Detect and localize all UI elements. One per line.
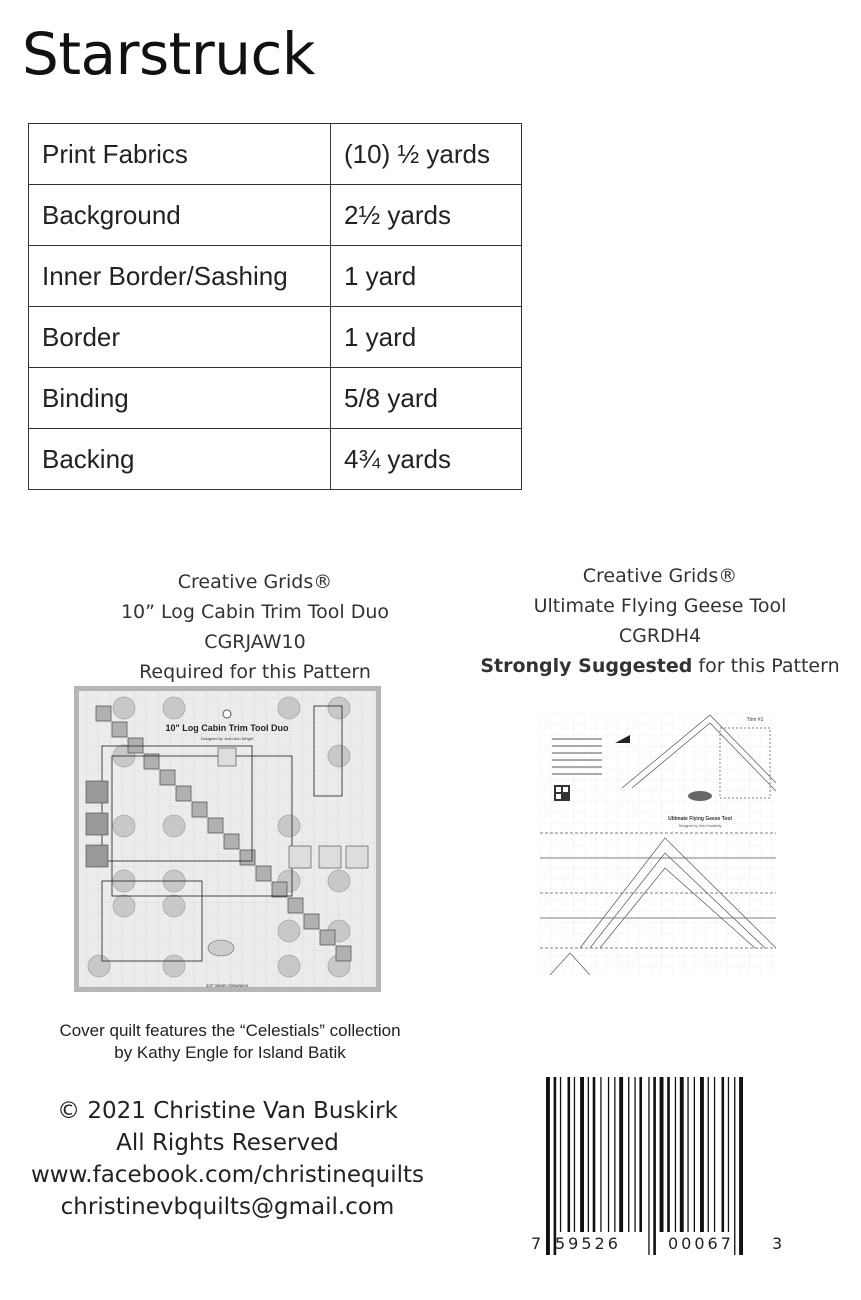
cover-note-line-2: by Kathy Engle for Island Batik bbox=[114, 1043, 346, 1062]
tool-1-sku: CGRJAW10 bbox=[204, 631, 306, 653]
ruler-stair-square bbox=[256, 866, 271, 881]
table-row bbox=[29, 307, 522, 368]
barcode-bar bbox=[687, 1077, 688, 1232]
ruler-circle bbox=[328, 697, 350, 719]
barcode-bar bbox=[728, 1077, 729, 1232]
barcode-bar bbox=[574, 1077, 575, 1232]
fabric-amount: 2½ yards bbox=[331, 185, 522, 246]
ruler-circle bbox=[278, 697, 300, 719]
table-row bbox=[29, 429, 522, 490]
barcode-digits-2: 59526 bbox=[555, 1234, 621, 1253]
fabric-item: Binding bbox=[29, 368, 331, 429]
pattern-title: Starstruck bbox=[22, 20, 315, 88]
log-cabin-ruler-seam: 1/4" Seam Allowance bbox=[205, 983, 249, 988]
fabric-requirements-table bbox=[28, 123, 522, 490]
barcode-bar bbox=[739, 1077, 743, 1255]
ruler-stair-square bbox=[96, 706, 111, 721]
barcode-bar bbox=[634, 1077, 635, 1232]
fabric-item: Inner Border/Sashing bbox=[29, 246, 331, 307]
ruler-circle bbox=[163, 815, 185, 837]
fabric-item: Backing bbox=[29, 429, 331, 490]
fabric-amount: (10) ½ yards bbox=[331, 124, 522, 185]
ruler-stair-square bbox=[192, 802, 207, 817]
barcode-digits-3: 00067 bbox=[668, 1234, 734, 1253]
table-row bbox=[29, 246, 522, 307]
barcode-bar bbox=[694, 1077, 695, 1232]
ruler-stair-square bbox=[304, 914, 319, 929]
barcode-bar bbox=[560, 1077, 561, 1232]
fabric-item: Print Fabrics bbox=[29, 124, 331, 185]
log-cabin-ruler-designer: Designed by Jean Ann Wright bbox=[200, 736, 254, 741]
ruler-circle bbox=[163, 697, 185, 719]
ruler-stair-square bbox=[272, 882, 287, 897]
barcode-bar bbox=[667, 1077, 670, 1232]
tool-2-note-strong: Strongly Suggested bbox=[480, 655, 693, 677]
ruler-circle bbox=[163, 895, 185, 917]
ruler-circle bbox=[113, 895, 135, 917]
barcode-bar bbox=[639, 1077, 642, 1232]
ruler-circle bbox=[328, 870, 350, 892]
log-cabin-ruler-image bbox=[74, 686, 381, 992]
cover-note-line-1: Cover quilt features the “Celestials” collection bbox=[59, 1021, 401, 1040]
ruler-stair-square bbox=[320, 930, 335, 945]
barcode-bar bbox=[614, 1077, 615, 1232]
table-row bbox=[29, 185, 522, 246]
barcode-bar bbox=[628, 1077, 629, 1232]
tool-1-brand: Creative Grids® bbox=[177, 571, 333, 593]
barcode-bar bbox=[593, 1077, 596, 1232]
tool-2-note bbox=[470, 651, 850, 681]
barcode-bar bbox=[660, 1077, 664, 1232]
cover-quilt-note bbox=[30, 1020, 430, 1064]
tool-1-info bbox=[70, 567, 440, 687]
barcode-bar bbox=[600, 1077, 601, 1232]
tool-2-note-rest: for this Pattern bbox=[692, 655, 840, 677]
ruler-stair-square bbox=[128, 738, 143, 753]
ruler-stair-square bbox=[240, 850, 255, 865]
ruler-circle bbox=[278, 955, 300, 977]
flying-geese-ruler-designer: Designed by Deb Heatherly bbox=[678, 824, 722, 828]
barcode-bar bbox=[675, 1077, 676, 1232]
tool-2-name: Ultimate Flying Geese Tool bbox=[533, 595, 787, 617]
barcode-bar bbox=[580, 1077, 584, 1232]
facebook-link[interactable]: www.facebook.com/christinequilts bbox=[30, 1162, 424, 1188]
barcode bbox=[536, 1077, 782, 1255]
table-row bbox=[29, 124, 522, 185]
barcode-digit-4: 3 bbox=[772, 1234, 783, 1253]
fabric-amount: 1 yard bbox=[331, 246, 522, 307]
barcode-bar bbox=[608, 1077, 609, 1232]
log-cabin-ruler-title: 10" Log Cabin Trim Tool Duo bbox=[165, 723, 289, 733]
barcode-bar bbox=[680, 1077, 684, 1232]
fabric-item: Background bbox=[29, 185, 331, 246]
ruler-circle bbox=[88, 955, 110, 977]
rights-reserved: All Rights Reserved bbox=[116, 1130, 339, 1156]
email-link[interactable]: christinevbquilts@gmail.com bbox=[60, 1194, 395, 1220]
barcode-bar bbox=[648, 1077, 649, 1255]
barcode-bar bbox=[708, 1077, 709, 1232]
contact-info bbox=[20, 1095, 435, 1223]
fabric-amount: 1 yard bbox=[331, 307, 522, 368]
ruler-stair-square bbox=[224, 834, 239, 849]
barcode-bar bbox=[588, 1077, 589, 1232]
ruler-stair-square bbox=[176, 786, 191, 801]
barcode-bar bbox=[619, 1077, 623, 1232]
tool-2-brand: Creative Grids® bbox=[582, 565, 738, 587]
table-row bbox=[29, 368, 522, 429]
fabric-amount: 4¾ yards bbox=[331, 429, 522, 490]
ruler-stair-square bbox=[112, 722, 127, 737]
tool-2-info bbox=[470, 561, 850, 681]
ruler-circle bbox=[113, 697, 135, 719]
copyright: © 2021 Christine Van Buskirk bbox=[57, 1098, 398, 1124]
barcode-bar bbox=[653, 1077, 656, 1255]
ruler-circle bbox=[328, 745, 350, 767]
flying-geese-ruler-trim: Trim #1 bbox=[746, 717, 764, 723]
ruler-stair-square bbox=[208, 818, 223, 833]
barcode-bar bbox=[554, 1077, 557, 1255]
ruler-stair-square bbox=[288, 898, 303, 913]
tool-2-sku: CGRDH4 bbox=[618, 625, 702, 647]
barcode-bar bbox=[722, 1077, 725, 1232]
barcode-digit-1: 7 bbox=[531, 1234, 542, 1253]
ruler-stair-square bbox=[336, 946, 351, 961]
barcode-bar bbox=[546, 1077, 550, 1255]
barcode-bar bbox=[714, 1077, 715, 1232]
barcode-bar bbox=[568, 1077, 571, 1232]
ruler-circle bbox=[113, 815, 135, 837]
flying-geese-ruler-image bbox=[540, 713, 776, 975]
tool-1-name: 10” Log Cabin Trim Tool Duo bbox=[120, 601, 390, 623]
barcode-bar bbox=[734, 1077, 735, 1255]
barcode-bar bbox=[700, 1077, 704, 1232]
fabric-amount: 5/8 yard bbox=[331, 368, 522, 429]
ruler-stair-square bbox=[160, 770, 175, 785]
ruler-circle bbox=[278, 920, 300, 942]
tool-1-note: Required for this Pattern bbox=[139, 661, 371, 683]
flying-geese-ruler-title: Ultimate Flying Geese Tool bbox=[668, 816, 732, 822]
ruler-circle bbox=[278, 815, 300, 837]
ruler-circle bbox=[163, 955, 185, 977]
fabric-item: Border bbox=[29, 307, 331, 368]
